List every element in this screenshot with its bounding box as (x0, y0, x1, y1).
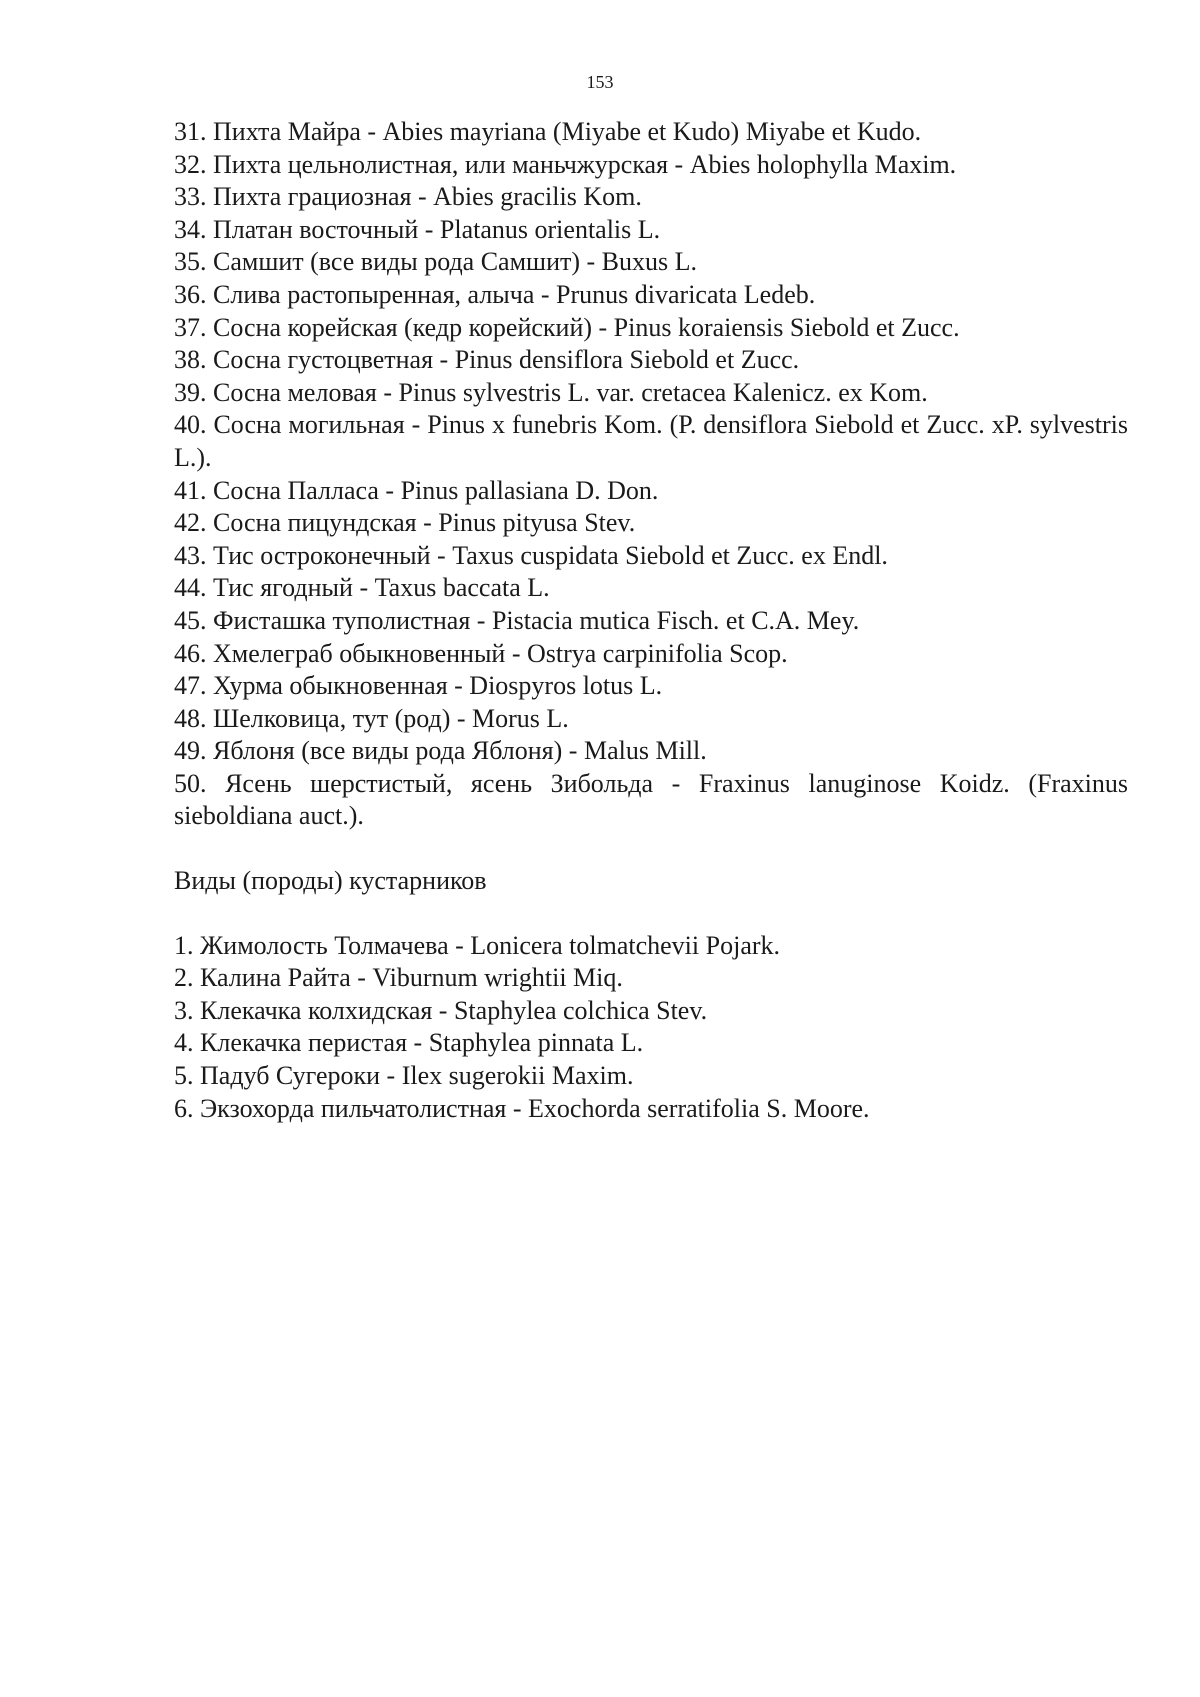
list-item: 46. Хмелеграб обыкновенный - Ostrya carpinifolia Scop. (174, 638, 788, 668)
list-item: 34. Платан восточный - Platanus orientalis L. (174, 214, 661, 244)
list-item: 50. Ясень шерстистый, ясень Зибольда - Fraxinus lanuginose Koidz. (Fraxinus sieboldiana auct.). (174, 768, 1128, 831)
list-item: 2. Калина Райта - Viburnum wrightii Miq. (174, 963, 623, 993)
list-item: 47. Хурма обыкновенная - Diospyros lotus L. (174, 671, 663, 701)
list-item: 37. Сосна корейская (кедр корейский) - Pinus koraiensis Siebold et Zucc. (174, 312, 960, 342)
list-item: 40. Сосна могильная - Pinus x funebris Kom. (P. densiflora Siebold et Zucc. xP. sylvestris L.). (174, 410, 1128, 472)
list-item: 41. Сосна Палласа - Pinus pallasiana D. Don. (174, 475, 659, 505)
list-item: 1. Жимолость Толмачева - Lonicera tolmatchevii Pojark. (174, 930, 781, 960)
list-item: 5. Падуб Сугероки - Ilex sugerokii Maxim. (174, 1061, 634, 1091)
list-item: 43. Тис остроконечный - Taxus cuspidata Siebold et Zucc. ex Endl. (174, 540, 888, 570)
list-item: 48. Шелковица, тут (род) - Morus L. (174, 703, 569, 733)
list-item: 42. Сосна пицундская - Pinus pityusa Stev. (174, 508, 636, 538)
list-item: 38. Сосна густоцветная - Pinus densiflora Siebold et Zucc. (174, 345, 800, 375)
list-item: 33. Пихта грациозная - Abies gracilis Kom. (174, 182, 642, 212)
list-item: 6. Экзохорда пильчатолистная - Exochorda serratifolia S. Moore. (174, 1093, 870, 1123)
list-item: 4. Клекачка перистая - Staphylea pinnata L. (174, 1028, 644, 1058)
list-item: 36. Слива растопыренная, алыча - Prunus divaricata Ledeb. (174, 279, 816, 309)
page-number: 153 (586, 72, 614, 92)
list-item: 32. Пихта цельнолистная, или маньчжурская - Abies holophylla Maxim. (174, 149, 957, 179)
document-body (174, 116, 1128, 1125)
list-item: 45. Фисташка туполистная - Pistacia mutica Fisch. et C.A. Mey. (174, 605, 860, 635)
tree-species-list (174, 116, 1128, 833)
shrub-species-list (174, 930, 1128, 1126)
section-heading: Виды (породы) кустарников (174, 866, 487, 896)
list-item: 49. Яблоня (все виды рода Яблоня) - Malus Mill. (174, 736, 707, 766)
list-item: 31. Пихта Майра - Abies mayriana (Miyabe et Kudo) Miyabe et Kudo. (174, 117, 922, 146)
list-item: 44. Тис ягодный - Taxus baccata L. (174, 573, 550, 603)
list-item: 35. Самшит (все виды рода Самшит) - Buxus L. (174, 247, 698, 277)
list-item: 3. Клекачка колхидская - Staphylea colchica Stev. (174, 995, 708, 1025)
list-item: 39. Сосна меловая - Pinus sylvestris L. var. cretacea Kalenicz. ex Kom. (174, 377, 928, 407)
